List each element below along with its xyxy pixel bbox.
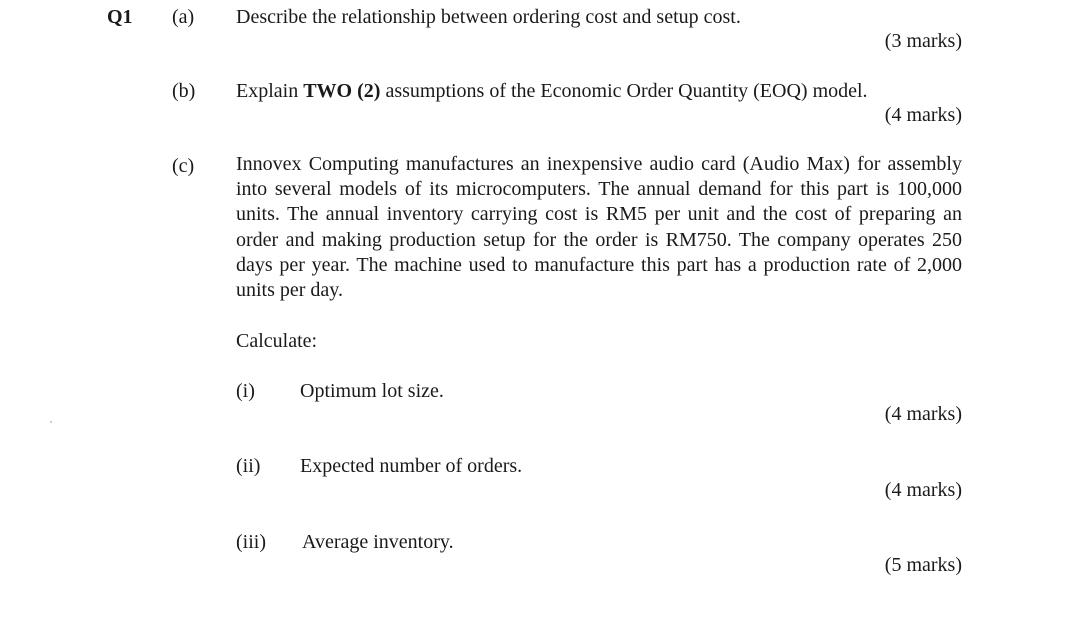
subpart-ii-label: (ii) (236, 455, 261, 477)
question-number: Q1 (107, 6, 133, 28)
scan-speck (50, 421, 52, 423)
subpart-iii-marks: (5 marks) (884, 554, 962, 576)
subpart-i-label: (i) (236, 380, 255, 402)
part-b-marks: (4 marks) (884, 104, 962, 126)
part-b-text-before: Explain (236, 80, 304, 102)
part-c-label: (c) (172, 155, 195, 177)
subpart-ii-marks: (4 marks) (884, 479, 962, 501)
subpart-i-text: Optimum lot size. (300, 380, 444, 402)
part-c-paragraph: Innovex Computing manufactures an inexpensive audio card (Audio Max) for assembly into several models of its microcomputers. The annual demand for this part is 100,000 units. The annual inventory carrying cost is RM5 per unit and the cost of preparing an order and making production setup for the order is RM750. The company operates 250 days per year. The machine used to manufacture this part has a production rate of 2,000 units per day. (236, 153, 962, 302)
part-b-text-after: assumptions of the Economic Order Quantity (EOQ) model. (380, 80, 868, 102)
part-c-instruction: Calculate: (236, 330, 318, 352)
part-b-text-bold: TWO (2) (303, 80, 381, 102)
part-b-label: (b) (172, 80, 196, 102)
subpart-ii-text: Expected number of orders. (300, 455, 523, 477)
subpart-iii-label: (iii) (236, 531, 266, 553)
part-a-text: Describe the relationship between ordering cost and setup cost. (236, 6, 741, 28)
part-b-text (236, 80, 868, 103)
subpart-i-marks: (4 marks) (884, 403, 962, 425)
part-a-marks: (3 marks) (884, 30, 962, 52)
part-a-label: (a) (172, 6, 195, 28)
subpart-iii-text: Average inventory. (302, 531, 454, 553)
